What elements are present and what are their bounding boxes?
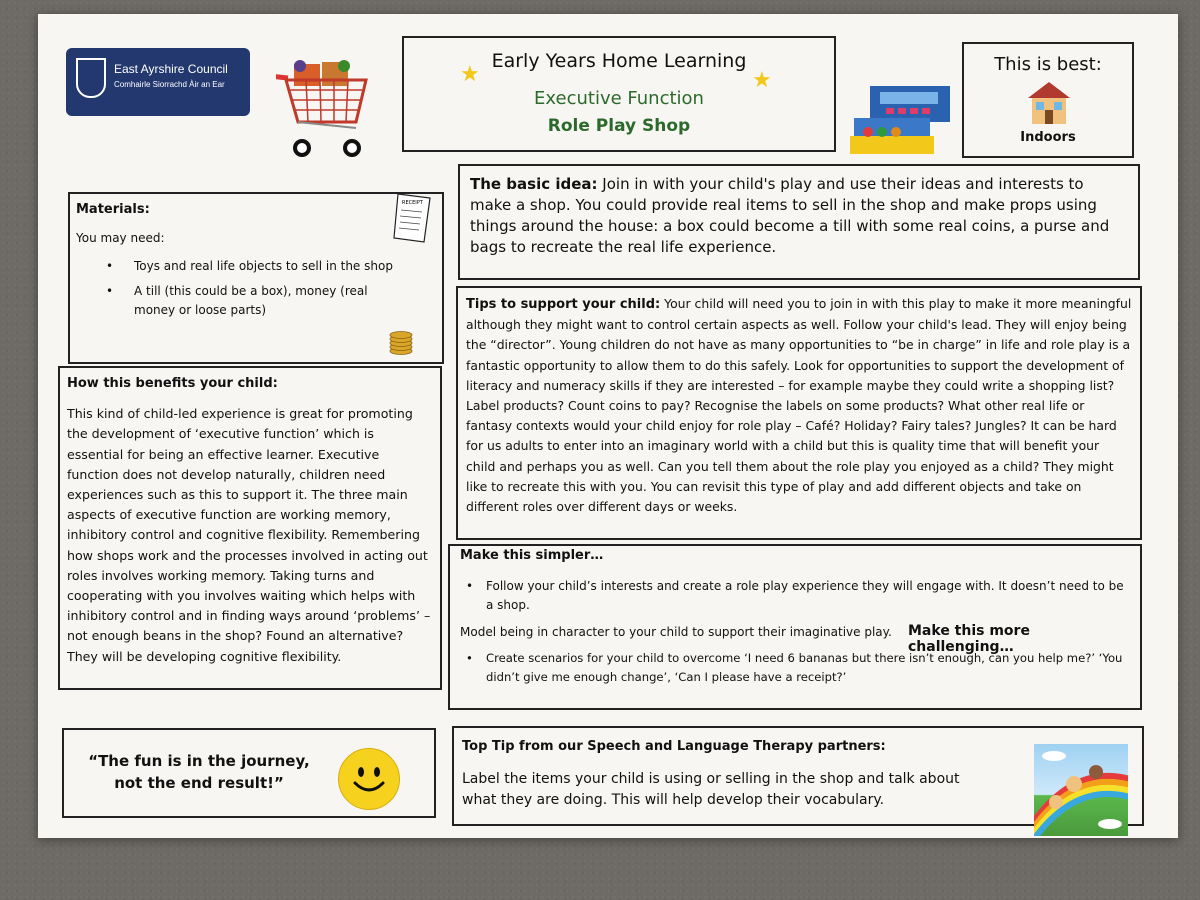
receipt-label: RECEIPT — [402, 200, 423, 206]
toy-till-icon — [850, 82, 952, 156]
setting-heading: This is best: — [994, 54, 1102, 75]
quote-text — [64, 750, 334, 794]
simpler-line-row — [460, 623, 1130, 655]
quote-line-2: not the end result!” — [114, 774, 284, 792]
receipt-icon — [392, 192, 432, 244]
benefits-box — [58, 366, 442, 690]
subtitle-activity: Role Play Shop — [547, 116, 691, 136]
house-icon — [1024, 78, 1074, 126]
basic-idea-text: Join in with your child's play and use their ideas and interests to make a shop. You could provide real items to sell in the shop and make props using things around the house: a box could become a till with some real coins, a purse and bags to recreate the real life experience. — [470, 175, 1110, 256]
top-tip-title: Top Tip from our Speech and Language Therapy partners: — [462, 739, 886, 754]
top-tip-text: Label the items your child is using or selling in the shop and talk about what they are doing. This will help develop their vocabulary. — [462, 771, 960, 808]
benefits-text: This kind of child-led experience is great for promoting the development of ‘executive function’ which is essential for being an effective learner. Executive function does not develop naturally, children need experiences such as this to support it. The three main aspects of executive function are working memory, inhibitory control and cognitive flexibility. Remembering how shops work and the processes involved in acting out roles involves working memory. Taking turns and cooperating with you involves waiting which helps with inhibitory control and in finding ways around ‘problems’ – not enough beans in the shop? Found an alternative? They will be developing cognitive flexibility. — [67, 406, 431, 664]
star-icon: ★ — [752, 68, 772, 93]
materials-list — [76, 257, 436, 320]
page-title: Early Years Home Learning — [491, 50, 747, 72]
smiley-face-icon — [338, 748, 400, 810]
basic-idea-box — [458, 164, 1140, 280]
tips-title: Tips to support your child: — [466, 297, 661, 312]
list-item: • Create scenarios for your child to overcome ‘I need 6 bananas but there isn’t enough, can you help me?’ ‘You didn’t give me enough change’, ‘Can I please have a receipt?’ — [436, 649, 1130, 687]
tips-box — [456, 286, 1142, 540]
subtitle-topic: Executive Function — [534, 88, 704, 109]
setting-label: Indoors — [1020, 130, 1076, 145]
star-icon: ★ — [460, 62, 480, 87]
children-rainbow-picture — [1034, 744, 1128, 836]
list-item: • Toys and real life objects to sell in the shop — [76, 257, 436, 276]
council-name: East Ayrshire Council — [114, 62, 228, 76]
basic-idea-title: The basic idea: — [470, 175, 598, 193]
list-item: • Follow your child’s interests and create a role play experience they will engage with. It doesn’t need to be a shop. — [436, 577, 1130, 615]
council-gaelic-name: Comhairle Siorrachd Àir an Ear — [114, 80, 225, 89]
coins-icon — [388, 330, 414, 356]
tips-text: Your child will need you to join in with this play to make it more meaningful although they might want to control certain aspects as well. Follow your child's lead. They will enjoy being the “director”. Young children do not have as many opportunities to “be in charge” in life and role play is a fantastic opportunity to allow them to do this safely. Look for opportunities to support the development of literacy and numeracy skills if they are interested – for example maybe they could write a shopping list? Label products? Count coins to pay? Recognise the labels on some products? What other real life or fantasy contexts would your child enjoy for role play – Café? Holiday? Fairy tales? Jungles? It can be hard for us adults to enter into an imaginary world with a child but this is quality time that will benefit your child and perhaps you as well. Can you tell them about the role play you enjoyed as a child? They might like to recreate this with you. You can revisit this type of play and add different objects and take on different roles over different days or weeks. — [466, 296, 1132, 515]
challenging-title: Make this more challenging… — [908, 623, 1030, 655]
simpler-title: Make this simpler… — [460, 548, 604, 563]
setting-box — [962, 42, 1134, 158]
benefits-title: How this benefits your child: — [67, 376, 278, 391]
title-box — [402, 36, 836, 152]
list-item: • A till (this could be a box), money (real money or loose parts) — [76, 282, 436, 320]
quote-line-1: “The fun is in the journey, — [88, 752, 310, 770]
council-logo — [66, 48, 250, 116]
simpler-box — [448, 544, 1142, 710]
shopping-cart-icon — [276, 56, 376, 162]
materials-title: Materials: — [76, 202, 150, 217]
council-crest-icon — [76, 58, 106, 98]
materials-intro: You may need: — [76, 231, 165, 245]
simpler-line: Model being in character to your child to support their imaginative play. — [460, 625, 892, 639]
